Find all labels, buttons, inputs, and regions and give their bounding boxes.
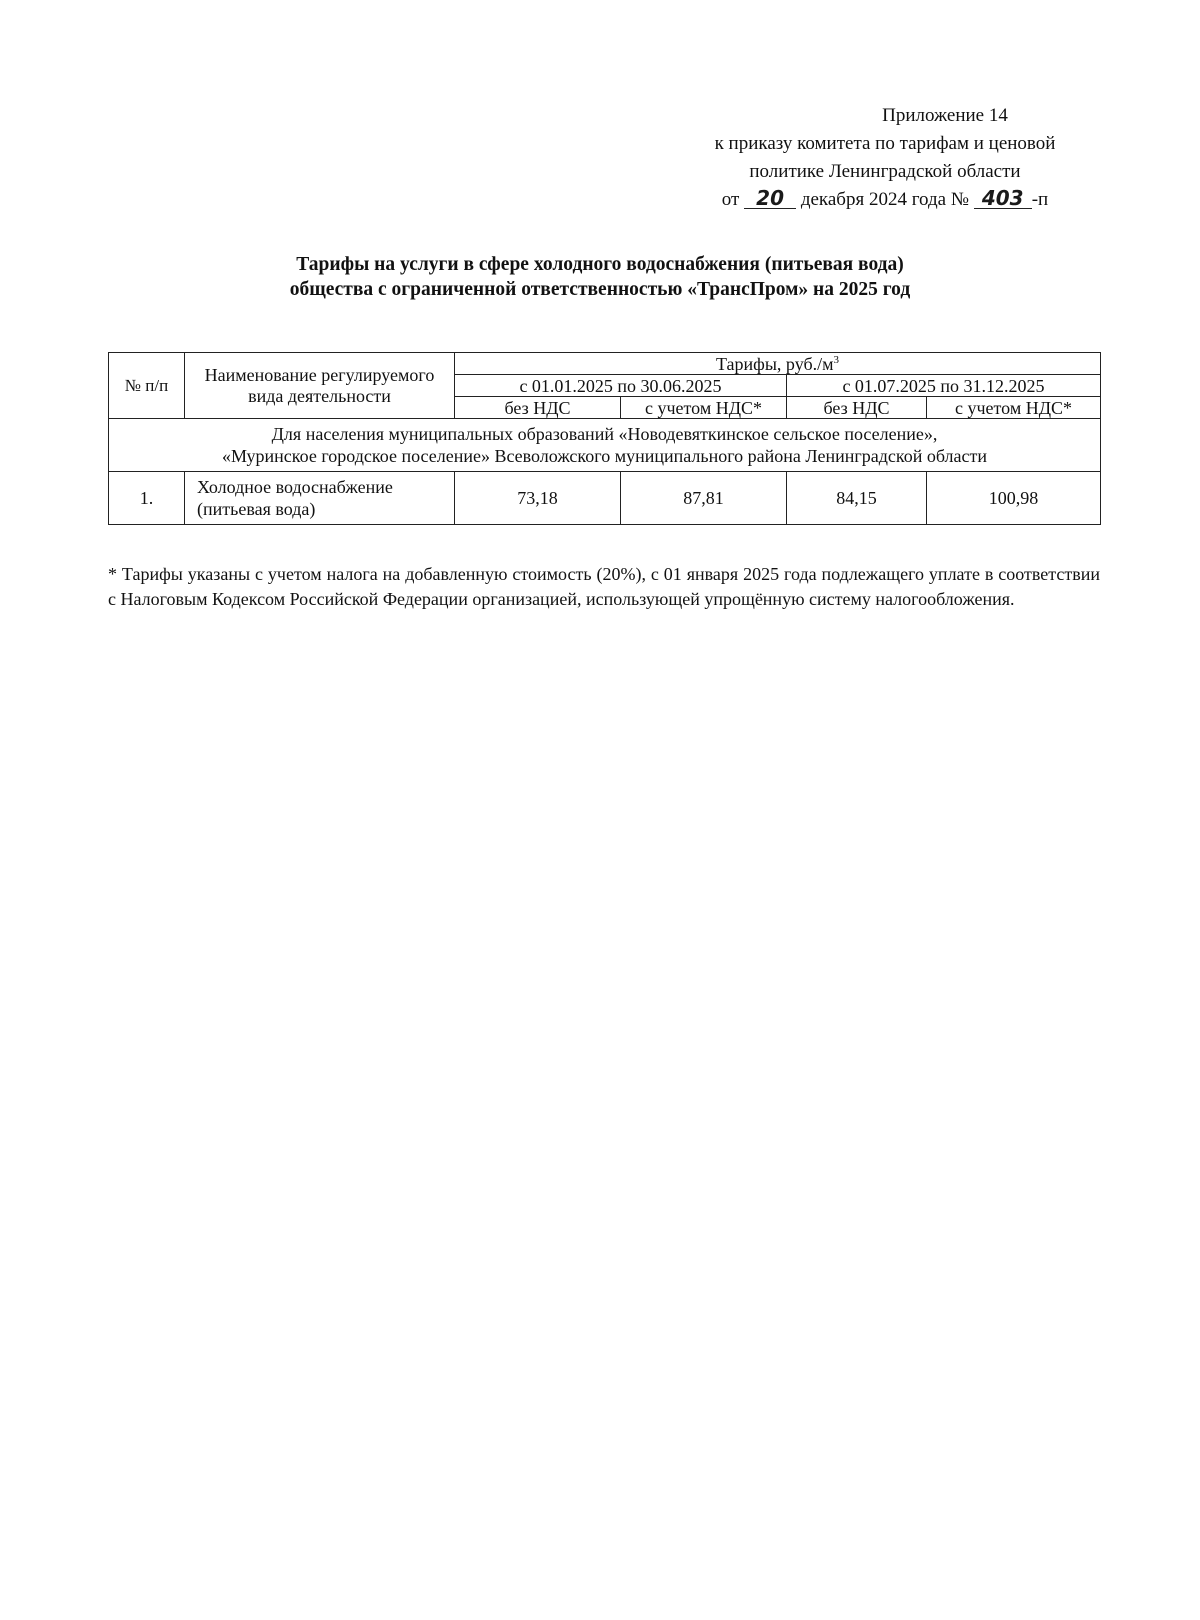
row-number: 1. bbox=[109, 472, 185, 525]
row-p1-no-vat: 73,18 bbox=[455, 472, 621, 525]
appendix-label: Приложение 14 bbox=[882, 105, 1008, 126]
header-tariffs-text: Тарифы, руб./м bbox=[716, 353, 834, 374]
appendix-header bbox=[640, 102, 1130, 214]
order-date-line bbox=[640, 186, 1130, 214]
table-header-row-1 bbox=[109, 353, 1101, 375]
header-p1-no-vat: без НДС bbox=[455, 397, 621, 419]
title-line-1: Тарифы на услуги в сфере холодного водоснабжения (питьевая вода) bbox=[296, 254, 904, 275]
row-p1-with-vat: 87,81 bbox=[621, 472, 787, 525]
date-prefix: от bbox=[721, 189, 740, 210]
row-p2-no-vat: 84,15 bbox=[787, 472, 927, 525]
section-line-1: Для населения муниципальных образований «Новодевяткинское сельское поселение», bbox=[271, 424, 938, 444]
table-row bbox=[109, 472, 1101, 525]
header-tariffs-sup: 3 bbox=[833, 353, 840, 366]
footnote: * Тарифы указаны с учетом налога на добавленную стоимость (20%), с 01 января 2025 года подлежащего уплате в соответствии с Налоговым Кодексом Российской Федерации организацией, использующей упрощённую систему налогообложения. bbox=[108, 564, 1100, 609]
order-suffix: -п bbox=[1031, 189, 1049, 210]
tariff-table bbox=[108, 352, 1101, 525]
section-line-2: «Муринское городское поселение» Всеволожского муниципального района Ленинградской области bbox=[221, 446, 988, 466]
header-period-2: с 01.07.2025 по 31.12.2025 bbox=[787, 375, 1101, 397]
header-p2-no-vat: без НДС bbox=[787, 397, 927, 419]
header-p2-with-vat: с учетом НДС* bbox=[927, 397, 1101, 419]
handwritten-order-number: 403 bbox=[974, 188, 1032, 209]
row-p2-with-vat: 100,98 bbox=[927, 472, 1101, 525]
header-tariffs bbox=[455, 353, 1101, 375]
handwritten-day: 20 bbox=[744, 188, 796, 209]
section-label bbox=[109, 419, 1101, 472]
date-suffix: декабря 2024 года № bbox=[800, 189, 969, 210]
header-activity-name: Наименование регулируемого вида деятельности bbox=[185, 353, 455, 419]
order-line-2: политике Ленинградской области bbox=[749, 161, 1021, 182]
section-row bbox=[109, 419, 1101, 472]
header-period-1: с 01.01.2025 по 30.06.2025 bbox=[455, 375, 787, 397]
order-line-1: к приказу комитета по тарифам и ценовой bbox=[714, 133, 1056, 154]
title-line-2: общества с ограниченной ответственностью «ТрансПром» на 2025 год bbox=[289, 279, 911, 300]
row-activity-name: Холодное водоснабжение (питьевая вода) bbox=[185, 472, 455, 525]
header-p1-with-vat: с учетом НДС* bbox=[621, 397, 787, 419]
document-title bbox=[100, 252, 1100, 302]
header-number: № п/п bbox=[109, 353, 185, 419]
